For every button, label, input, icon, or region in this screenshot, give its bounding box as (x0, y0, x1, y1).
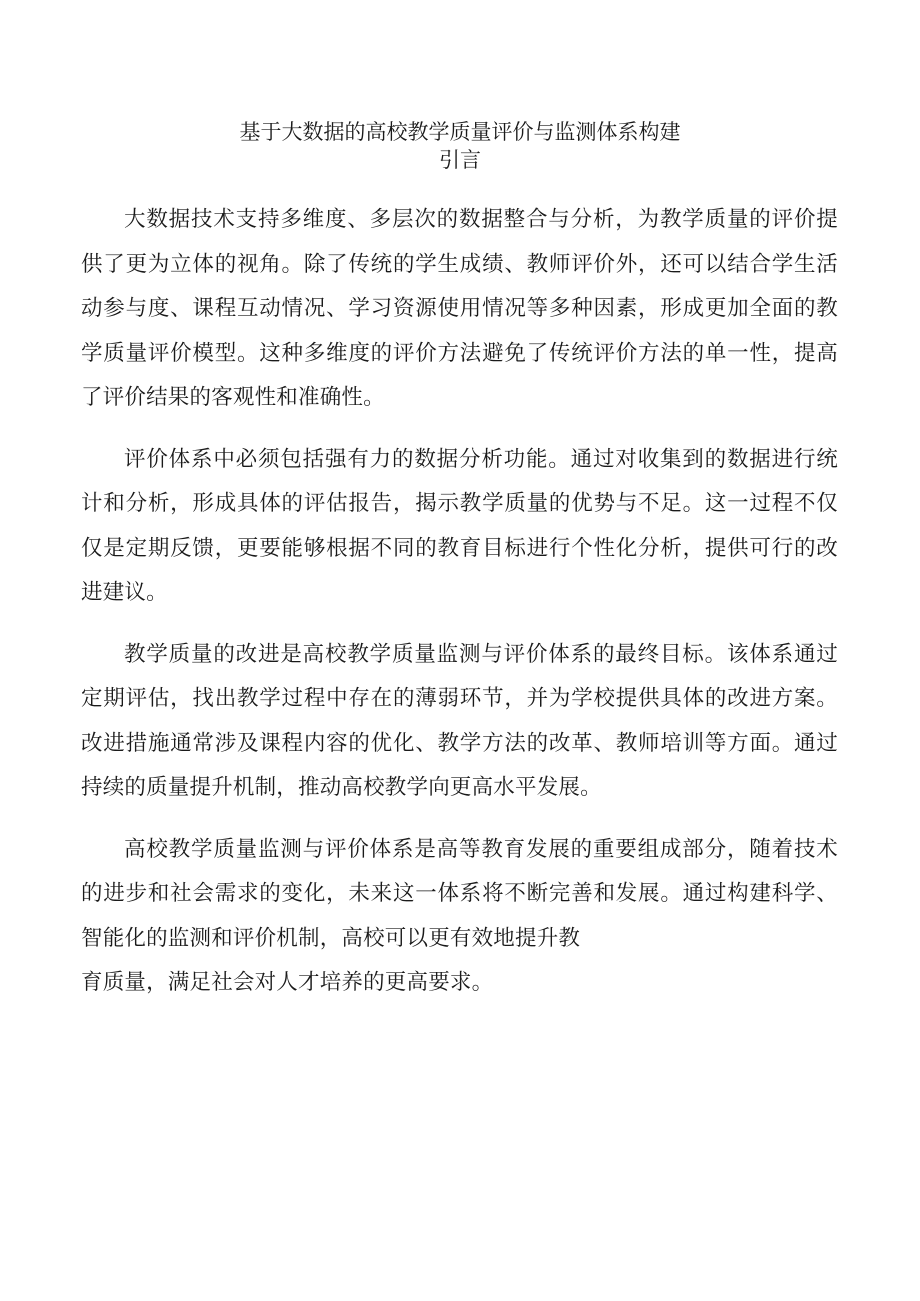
document-body (81, 198, 838, 1006)
paragraph-3: 教学质量的改进是高校教学质量监测与评价体系的最终目标。该体系通过定期评估，找出教学过程中存在的薄弱环节，并为学校提供具体的改进方案。改进措施通常涉及课程内容的优化、教学方法的改革、教师培训等方面。通过持续的质量提升机制，推动高校教学向更高水平发展。 (81, 641, 838, 800)
section-heading: 引言 (439, 148, 481, 172)
paragraph-4 (81, 828, 838, 1006)
paragraph-4-tail: 育质量，满足社会对人才培养的更高要求。 (81, 970, 494, 995)
title-block (0, 118, 920, 174)
paragraph-4-head: 高校教学质量监测与评价体系是高等教育发展的重要组成部分，随着技术的进步和社会需求的变化，未来这一体系将不断完善和发展。通过构建科学、智能化的监测和评价机制，高校可以更有效地提升教 (81, 836, 838, 951)
paragraph-2: 评价体系中必须包括强有力的数据分析功能。通过对收集到的数据进行统计和分析，形成具体的评估报告，揭示教学质量的优势与不足。这一过程不仅仅是定期反馈，更要能够根据不同的教育目标进行个性化分析，提供可行的改进建议。 (81, 446, 838, 605)
document-title: 基于大数据的高校教学质量评价与监测体系构建 (239, 120, 681, 144)
paragraph-1: 大数据技术支持多维度、多层次的数据整合与分析，为教学质量的评价提供了更为立体的视角。除了传统的学生成绩、教师评价外，还可以结合学生活动参与度、课程互动情况、学习资源使用情况等多种因素，形成更加全面的教学质量评价模型。这种多维度的评价方法避免了传统评价方法的单一性，提高了评价结果的客观性和准确性。 (81, 207, 838, 410)
